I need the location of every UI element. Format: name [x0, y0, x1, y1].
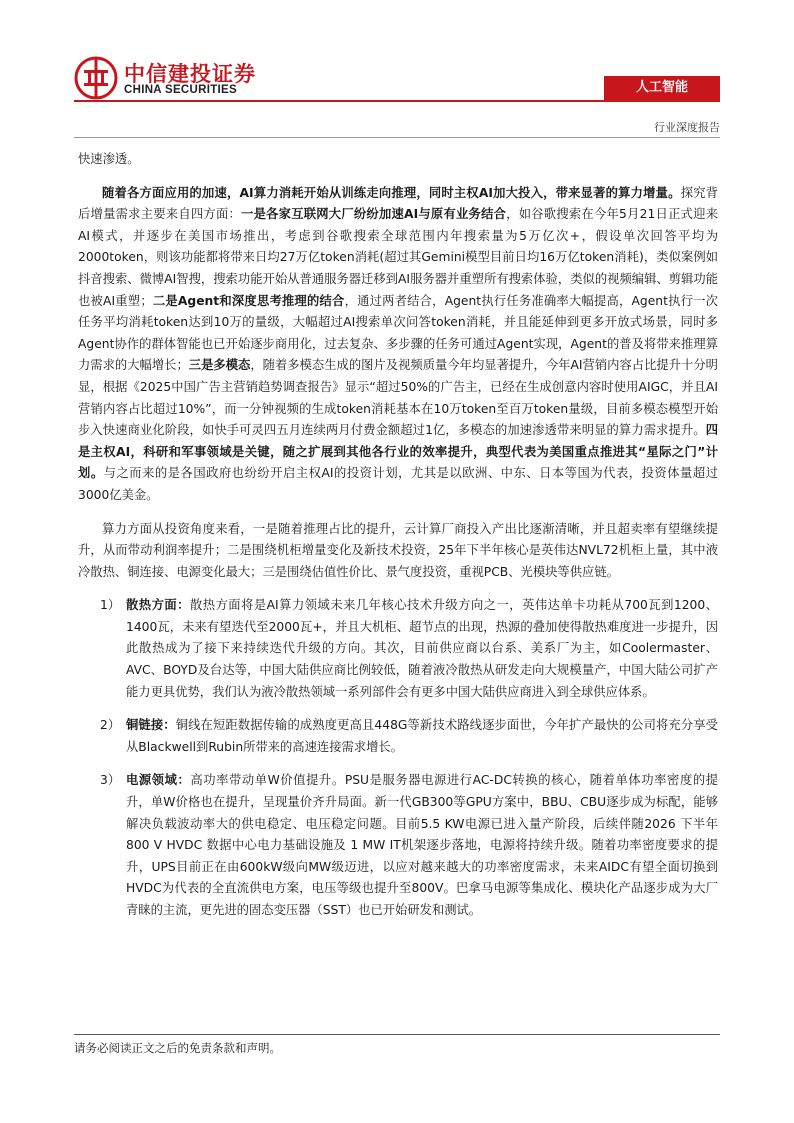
list-item-power [78, 770, 718, 921]
list-item-heading: 电源领域： [126, 773, 191, 788]
text-segment: ，如谷歌搜索在今年5月21日正式迎来 AI模式，并逐步在美国市场推出，考虑到谷歌搜索全球范围内年搜索量为5万亿次+，假设单次回答平均为2000token，则该功能都将带来日均27万亿token消耗(超过其Gemini模型目前日均16万亿token消耗)，类似案例如抖音搜索、微博AI智搜，搜索功能开始从普通服务器迁移到AI服务器并重塑所有搜索体验，类似的视频编辑、剪辑功能也被AI重塑； [78, 207, 718, 308]
lead-sentence: 随着各方面应用的加速，AI算力消耗开始从训练走向推理，同时主权AI加大投入，带来显著的算力增量。 [102, 185, 681, 200]
list-item-heading: 散热方面： [126, 598, 190, 613]
citic-logo-icon [74, 56, 118, 100]
header-divider [74, 137, 720, 138]
footer-disclaimer: 请务必阅读正文之后的免责条款和声明。 [74, 1041, 281, 1055]
text-segment: ，随着多模态生成的图片及视频质量今年均显著提升，今年AI营销内容占比提升十分明显，根据《2025中国广告主营销趋势调查报告》显示“超过50%的广告主，已经在生成创意内容时使用AIGC，并且AI营销内容占比超过10%”，而一分钟视频的生成token消耗基本在10万token至百万token量级，目前多模态模型开始步入快速商业化阶段，如快手可灵四五月连续两月付费金额超过1亿，多模态的加速渗透带来明显的算力需求提升。 [78, 358, 718, 438]
company-logo [74, 56, 256, 102]
paragraph-compute-demand [78, 183, 718, 507]
point-three-heading: 三是多模态 [188, 358, 251, 373]
logo-chinese-name: 中信建投证券 [124, 62, 256, 86]
list-number: 3） [100, 773, 121, 788]
report-type-label: 行业深度报告 [654, 121, 720, 134]
list-item-text: 高功率带动单W价值提升。PSU是服务器电源进行AC-DC转换的核心，随着单体功率密度的提升，单W价格也在提升，呈现量价齐升局面。新一代GB300等GPU方案中，BBU、CBU逐步成为标配，能够解决负载波动率大的供电稳定、电压稳定问题。目前5.5 KW电源已进入量产阶段，后续伴随2026 下半年800 V HVDC 数据中心电力基础设施及 1 MW IT机架逐步落地，电源将持续升级。随着功率密度要求的提升，UPS目前正在由600kW级向MW级迈进，以应对越来越大的功率密度需求，未来AIDC有望全面切换到HVDC为代表的全直流供电方案，电压等级也提升至800V。巴拿马电源等集成化、模块化产品逐步成为大厂青睐的主流，更先进的固态变压器（SST）也已开始研发和测试。 [126, 773, 718, 917]
logo-english-name: CHINA SECURITIES [124, 84, 237, 96]
text-segment: 探究背后增量需求主要来自四方面： [78, 185, 718, 222]
list-item-heading: 铜链接： [126, 718, 176, 733]
report-body [78, 149, 718, 934]
list-number: 1） [100, 598, 121, 613]
list-item-cooling [78, 595, 718, 703]
point-four-heading: 四是主权AI，科研和军事领域是关键，随之扩展到其他各行业的效率提升，典型代表为美国重点推进其“星际之门”计划。 [78, 423, 718, 481]
list-item-copper-link [78, 715, 718, 758]
text-segment: 与之而来的是各国政府也纷纷开启主权AI的投资计划，尤其是以欧洲、中东、日本等国为代表，投资体量超过3000亿美金。 [78, 466, 718, 502]
list-number: 2） [100, 718, 121, 733]
section-tag: 人工智能 [604, 76, 720, 100]
list-item-text: 铜线在短距数据传输的成熟度更高且448G等新技术路线逐步面世，今年扩产最快的公司将充分享受从Blackwell到Rubin所带来的高速连接需求增长。 [126, 718, 718, 754]
paragraph-investment-view: 算力方面从投资角度来看，一是随着推理占比的提升，云计算厂商投入产出比逐渐清晰，并且超卖率有望继续提升，从而带动利润率提升；二是围绕机柜增量变化及新技术投资，25年下半年核心是英伟达NVL72机柜上量，其中液冷散热、铜连接、电源变化最大；三是围绕估值性价比、景气度投资，重视PCB、光模块等供应链。 [78, 521, 718, 579]
footer-divider [74, 1034, 720, 1035]
point-one-heading: 一是各家互联网大厂纷纷加速AI与原有业务结合 [241, 207, 507, 222]
paragraph-intro-tail: 快速渗透。 [78, 152, 140, 166]
point-two-heading: 二是Agent和深度思考推理的结合 [152, 293, 345, 308]
header-red-rule [74, 100, 720, 102]
text-segment: ，通过两者结合，Agent执行任务准确率大幅提高，Agent执行一次任务平均消耗token达到10万的量级，大幅超过AI搜索单次问答token消耗，并且能延伸到更多开放式场景，同时多Agent协作的群体智能也已开始逐步商用化，过去复杂、多步骤的任务可通过Agent实现，Agent的普及将带来推理算力需求的大幅增长； [78, 293, 718, 373]
list-item-text: 散热方面将是AI算力领域未来几年核心技术升级方向之一，英伟达单卡功耗从700瓦到1200、1400瓦，未来有望迭代至2000瓦+，并且大机柜、超节点的出现，热源的叠加使得散热难度进一步提升，因此散热成为了接下来持续迭代升级的方向。其次，目前供应商以台系、美系厂为主，如Coolermaster、AVC、BOYD及台达等，中国大陆供应商比例较低，随着液冷散热从研发走向大规模量产，中国大陆公司扩产能力更具优势，我们认为液冷散热领域一系列部件会有更多中国大陆供应商进入到全球供应体系。 [126, 598, 718, 699]
